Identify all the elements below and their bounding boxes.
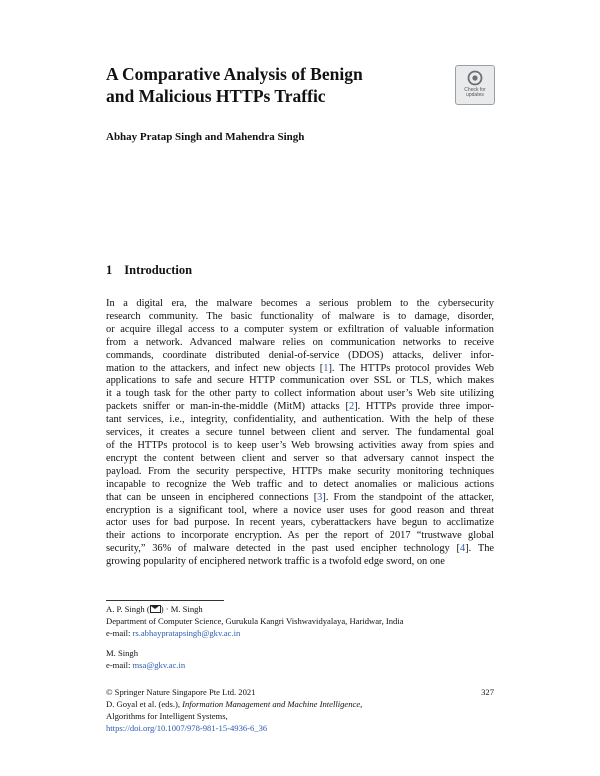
body-line: encryption is a significant tool, where a novice user uses for good reason and threat <box>106 504 494 516</box>
body-line: In a digital era, the malware becomes a serious problem to the cybersecurity <box>106 298 494 309</box>
body-line: that can be unseen in enciphered connections [3]. From the standpoint of the attacker, <box>106 491 494 503</box>
email-1-link[interactable]: rs.abhaypratapsingh@gkv.ac.in <box>132 628 241 638</box>
body-line: actor uses for bad purpose. In recent years, cyberattackers have begun to acclimatize <box>106 517 494 529</box>
body-line: research community. The basic functionality of malware is to damage, disorder, <box>106 310 494 322</box>
footnote-divider <box>106 600 224 601</box>
body-paragraph <box>106 298 494 569</box>
body-line: payload. From the security perspective, HTTPs make security monitoring techniques <box>106 465 494 477</box>
book-title: Information Management and Machine Intelligence, <box>182 699 363 709</box>
body-line: commands, coordinate distributed denial-of-service (DDOS) attacks, deliver infor- <box>106 349 494 361</box>
section-heading <box>106 263 192 278</box>
body-line: it a tough task for the other party to collect information about user’s Web site utilizing <box>106 388 494 400</box>
email-2-link[interactable]: msa@gkv.ac.in <box>132 660 186 670</box>
body-line: their actions to incorporate encryption. As per the report of 2017 “trustwave global <box>106 530 494 542</box>
email-2-line: e-mail: msa@gkv.ac.in <box>106 660 186 670</box>
body-line: from a network. Advanced malware relies on communication networks to receive <box>106 336 494 348</box>
doi-link[interactable]: https://doi.org/10.1007/978-981-15-4936-6_36 <box>106 723 268 733</box>
editors-line: D. Goyal et al. (eds.), Information Management and Machine Intelligence, <box>106 699 363 709</box>
citation-link[interactable]: 1 <box>323 362 329 374</box>
body-line: encrypt the content between client and server so that adversary cannot inspect the <box>106 452 494 464</box>
body-line: tant services, i.e., integrity, confidentiality, and authentication. With the help of these <box>106 414 494 426</box>
series: Algorithms for Intelligent Systems, <box>106 711 228 721</box>
check-updates-icon <box>467 70 483 86</box>
check-for-updates-badge[interactable] <box>455 65 495 105</box>
author-affiliation-line: A. P. Singh ( ) · M. Singh <box>106 604 203 614</box>
body-line: packets sniffer or man-in-the-middle (MitM) attacks [2]. HTTPs provide three impor- <box>106 401 494 413</box>
title-line-2: and Malicious HTTPs Traffic <box>106 86 326 106</box>
citation-link[interactable]: 2 <box>348 401 355 413</box>
envelope-icon <box>150 605 161 613</box>
copyright: © Springer Nature Singapore Pte Ltd. 2021 <box>106 687 256 697</box>
email-1-line: e-mail: rs.abhaypratapsingh@gkv.ac.in <box>106 628 241 638</box>
title-line-1: A Comparative Analysis of Benign <box>106 64 363 84</box>
body-line: applications to safe and secure HTTP communication over SSL or TLS, which makes <box>106 375 494 387</box>
citation-link[interactable]: 3 <box>317 491 323 503</box>
section-title: Introduction <box>124 263 193 277</box>
body-line: of the HTTPs protocol is to keep user’s Web browsing activities away from spies and <box>106 439 494 451</box>
body-line: services, it creates a secure tunnel between client and server. The fundamental goal <box>106 427 494 439</box>
body-line: growing popularity of enciphered network traffic is a twofold edge sword, on one <box>106 556 445 568</box>
department: Department of Computer Science, Gurukula Kangri Vishwavidyalaya, Haridwar, India <box>106 616 404 626</box>
body-line: or acquire illegal access to a computer system or exfiltration of valuable information <box>106 323 494 335</box>
page-number: 327 <box>481 687 494 697</box>
body-line: incapable to recognize the Web traffic and to detect anomalies or malicious actions <box>106 478 494 490</box>
badge-label: Check for updates <box>464 87 486 98</box>
body-line: mation to the attackers, and infect new objects [1]. The HTTPs protocol provides Web <box>106 362 494 374</box>
body-line: security,” 36% of malware detected in the past used encipher technology [4]. The <box>106 543 495 555</box>
section-number: 1 <box>106 263 113 277</box>
paper-title <box>106 63 426 107</box>
authors: Abhay Pratap Singh and Mahendra Singh <box>106 131 305 143</box>
citation-link[interactable]: 4 <box>460 543 466 555</box>
author-2: M. Singh <box>106 648 138 658</box>
